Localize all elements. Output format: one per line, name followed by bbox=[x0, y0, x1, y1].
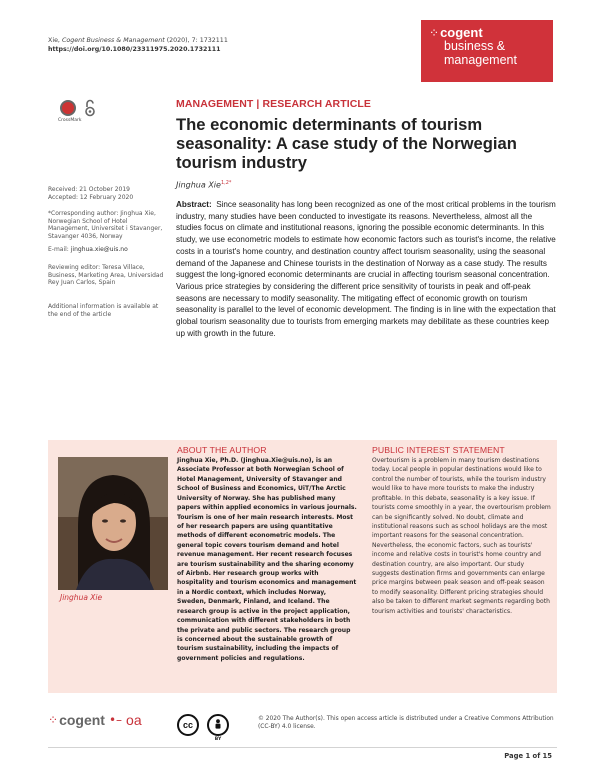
journal-brand bbox=[421, 20, 553, 82]
creative-commons-icon: cc bbox=[177, 714, 199, 736]
logo-oa: oa bbox=[126, 712, 142, 728]
cogent-dots-icon: ⁘ bbox=[48, 713, 57, 727]
crossmark-label: CrossMark bbox=[58, 118, 82, 123]
logo-text: cogent bbox=[59, 712, 105, 728]
license-text: © 2020 The Author(s). This open access article is distributed under a Creative Commons Attribution (CC-BY) 4.0 license. bbox=[258, 716, 554, 730]
author-line bbox=[176, 180, 231, 190]
brand-name: cogent bbox=[440, 25, 483, 40]
accepted-date: Accepted: 12 February 2020 bbox=[48, 193, 134, 201]
doi-link[interactable]: https://doi.org/10.1080/23311975.2020.1732111 bbox=[48, 46, 221, 53]
open-access-lock-icon bbox=[84, 99, 96, 117]
email-link[interactable]: jinghua.xie@uis.no bbox=[70, 246, 128, 253]
sidebar-email bbox=[48, 246, 166, 254]
article-title: The economic determinants of tourism seasonality: A case study of the Norwegian tourism industry bbox=[176, 115, 517, 172]
sidebar-dates bbox=[48, 186, 166, 201]
person-icon bbox=[207, 714, 229, 736]
section-label: MANAGEMENT | RESEARCH ARTICLE bbox=[176, 98, 372, 110]
attribution-badge bbox=[207, 714, 229, 742]
author-name[interactable]: Jinghua Xie bbox=[176, 180, 221, 190]
reviewing-editor: Reviewing editor: Teresa Villace, Business, Marketing Area, Universidad Rey Juan Carlos, Spain bbox=[48, 264, 164, 287]
footer-divider bbox=[48, 747, 557, 748]
abstract bbox=[176, 199, 557, 340]
sidebar-corresponding bbox=[48, 210, 166, 246]
about-heading: ABOUT THE AUTHOR bbox=[177, 445, 267, 455]
public-interest-heading: PUBLIC INTEREST STATEMENT bbox=[372, 445, 505, 455]
page-number: Page 1 of 15 bbox=[504, 752, 552, 760]
cogent-oa-logo bbox=[48, 712, 142, 728]
citation-author: Xie, bbox=[48, 37, 62, 44]
abstract-label: Abstract: bbox=[176, 200, 212, 209]
citation-volume: (2020), 7: 1732111 bbox=[164, 37, 228, 44]
sidebar-additional bbox=[48, 303, 166, 324]
photo-caption: Jinghua Xie bbox=[60, 593, 103, 602]
citation-header bbox=[48, 36, 228, 54]
logo-connector-icon: •– bbox=[108, 713, 123, 727]
brand-line1: business & bbox=[444, 39, 506, 53]
sidebar-reviewing bbox=[48, 264, 166, 293]
cc-license-badge[interactable] bbox=[177, 714, 229, 742]
additional-info: Additional information is available at the end of the article bbox=[48, 303, 159, 318]
received-date: Received: 21 October 2019 bbox=[48, 186, 130, 193]
about-body: Jinghua Xie, Ph.D. (Jinghua.Xie@uis.no), is an Associate Professor at both Norwegian School of Hotel Management, University of Stavanger and School of Business and Economics, UiT/The Arctic University of Norway. She has published many papers within applied economics in various journals. Tourism is one of her main research interests. Most of her research papers are using quantitative methods of different econometric models. The general topic covers tourism demand and hotel revenue management. Her recent research focuses are tourism sustainability and the sharing economy of Airbnb. Her research group works with hospitality and tourism economics and management in a Nordic context, which includes Norway, Sweden, Denmark, Finland, and Iceland. The research group is active in the project application, communication with different stakeholders in both the private and public sectors. The research group is concerned about the sustainable growth of tourism sustainability, including the impacts of government policies and regulations. bbox=[177, 457, 357, 662]
by-label: BY bbox=[214, 737, 222, 742]
abstract-text: Since seasonality has long been recognized as one of the most critical problems in the tourism industry, many studies have been conducted to investigate its reasons. Nevertheless, almost all the studies focus on climate and institutional reasons, ignoring the possible economic determinants. In this study, we use econometric models to estimate how economic factors such as tourist's income, the relative costs in a tourist's home country, and destination country affect tourism seasonality, using the seasonal demand of the Japanese and Chinese tourists in the destination of Norway as a case study. The results suggest the long-ignored economic determinants are crucial in affecting tourism seasonal concentration. Various price strategies by considering the different price sensitivity of tourists in peak and off-peak seasons are necessary to modify seasonality. The mitigating effect of economic growth on tourism seasonality is parallel to the level of economic development. The finding is in line with the expectation that global tourism seasonality due to tourists from emerging markets may debilitate as these countries keep up with growth in the future. bbox=[176, 200, 556, 338]
crossmark-icon[interactable] bbox=[58, 100, 82, 123]
cogent-dots-icon: ⁘ bbox=[429, 26, 438, 40]
author-photo bbox=[58, 457, 168, 590]
brand-line2: management bbox=[444, 52, 517, 67]
email-label: E-mail: bbox=[48, 246, 71, 253]
citation-journal: Cogent Business & Management bbox=[61, 37, 165, 44]
article-badges bbox=[58, 100, 96, 123]
public-interest-body: Overtourism is a problem in many tourism destinations today. Local people in popular destinations would like to control the number of tourists, while the tourism industry would like to have more tourists to make the industry profitable. In this debate, seasonality is a key issue. If tourists come smoothly in a year, the overtourism problem can be significantly solved. No doubt, climate and institutional reasons such as school holidays are the most important reasons for the seasonal concentration. Nevertheless, the economic factors, such as tourists' income and relative costs in tourist's home country and destination country, are also important. Our study suggests destination firms and governments can enlarge price margins between peak season and off-peak season to modify seasonality. Different pricing strategies should also be taken to different market segments regarding both tourism activities and tourists' characteristics. bbox=[372, 457, 551, 615]
corresponding-author: *Corresponding author: Jinghua Xie, Norwegian School of Hotel Management, Universitet i Stavanger, Stavanger 4036, Norway bbox=[48, 210, 163, 240]
author-affiliation-marker: 1,2* bbox=[220, 180, 232, 186]
